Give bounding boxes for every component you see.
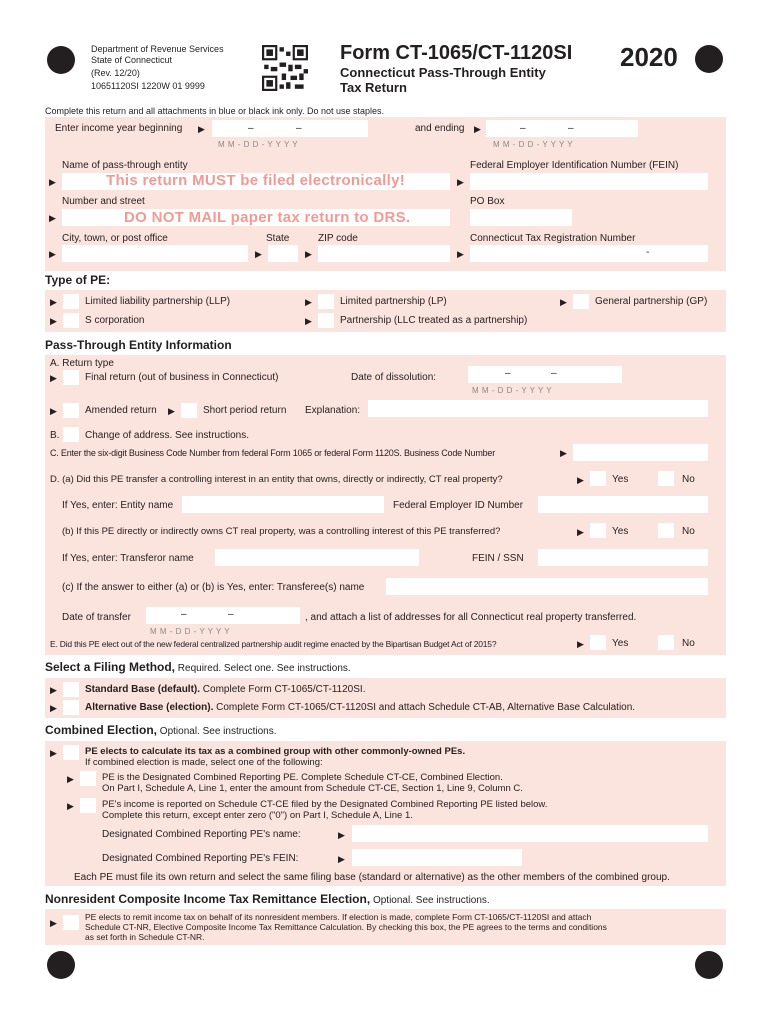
fein-ssn-label: FEIN / SSN: [472, 553, 524, 564]
scorp-label: S corporation: [85, 315, 145, 326]
and-ending-label: and ending: [415, 123, 465, 134]
no-label: No: [682, 638, 695, 649]
revision: (Rev. 12/20): [91, 68, 140, 78]
dash: –: [568, 123, 574, 134]
state-name: State of Connecticut: [91, 55, 173, 65]
arrow-icon: ▶: [560, 297, 567, 307]
combined-election-text: PE elects to calculate its tax as a combined group with other commonly-owned PEs.: [85, 746, 466, 757]
arrow-icon: ▶: [67, 801, 74, 811]
arrow-icon: ▶: [457, 249, 464, 259]
dash: -: [646, 247, 650, 258]
transferee-name-field[interactable]: [386, 578, 708, 595]
dash: –: [248, 123, 254, 134]
dash: –: [296, 123, 302, 134]
scorp-checkbox[interactable]: [63, 313, 79, 328]
arrow-icon: ▶: [577, 639, 584, 649]
arrow-icon: ▶: [338, 854, 345, 864]
no-mail-notice: DO NOT MAIL paper tax return to DRS.: [124, 209, 411, 226]
member-pe-text-2: Complete this return, except enter zero ("0") on Part I, Schedule A, Line 1.: [102, 810, 413, 821]
type-of-pe-heading: Type of PE:: [45, 273, 111, 287]
composite-text-2: Schedule CT-NR, Elective Composite Income Tax Remittance Calculation. By checking this box, the PE agrees to the terms and conditions: [85, 922, 607, 932]
composite-election-note: Optional. See instructions.: [370, 895, 490, 906]
date-hint: M M - D D - Y Y Y Y: [218, 140, 299, 149]
fein-label: Federal Employer Identification Number (FEIN): [470, 160, 679, 171]
composite-text-3: as set forth in Schedule CT-NR.: [85, 932, 205, 942]
dissolution-date-field[interactable]: [468, 366, 622, 383]
member-pe-text: PE's income is reported on Schedule CT-CE filed by the Designated Combined Reporting PE listed below.: [102, 799, 548, 810]
d-a-no-checkbox[interactable]: [658, 471, 674, 486]
arrow-icon: ▶: [50, 373, 57, 383]
dash: –: [520, 123, 526, 134]
lp-checkbox[interactable]: [318, 294, 334, 309]
standard-base-text: Complete Form CT-1065/CT-1120SI.: [200, 684, 366, 695]
filing-method-note: Required. Select one. See instructions.: [175, 663, 351, 674]
zip-field[interactable]: [318, 245, 450, 262]
final-return-label: Final return (out of business in Connecticut): [85, 372, 279, 383]
composite-election-heading: [45, 892, 490, 906]
combined-election-heading: [45, 723, 277, 737]
llc-checkbox[interactable]: [318, 313, 334, 328]
arrow-icon: ▶: [457, 177, 464, 187]
arrow-icon: ▶: [168, 406, 175, 416]
pe-info-heading: Pass-Through Entity Information: [45, 338, 232, 352]
d-b-yes-checkbox[interactable]: [590, 523, 606, 538]
fein-id-label: Federal Employer ID Number: [393, 500, 524, 511]
arrow-icon: ▶: [67, 774, 74, 784]
explanation-label: Explanation:: [305, 405, 361, 416]
dash: –: [181, 609, 187, 620]
transferor-label: If Yes, enter: Transferor name: [62, 553, 194, 564]
registration-mark: [47, 951, 75, 979]
d-b-no-checkbox[interactable]: [658, 523, 674, 538]
alternative-base-checkbox[interactable]: [63, 700, 79, 715]
dash: –: [228, 609, 234, 620]
designated-pe-checkbox[interactable]: [80, 771, 96, 786]
arrow-icon: ▶: [474, 124, 481, 134]
street-label: Number and street: [62, 196, 145, 207]
alternative-base-text: Complete Form CT-1065/CT-1120SI and attach Schedule CT-AB, Alternative Base Calculation.: [213, 702, 636, 713]
designated-fein-field[interactable]: [352, 849, 522, 866]
e-yes-checkbox[interactable]: [590, 635, 606, 650]
filing-method-heading: [45, 660, 351, 674]
attach-text: , and attach a list of addresses for all Connecticut real property transferred.: [305, 612, 637, 623]
d-a-question: D. (a) Did this PE transfer a controlling interest in an entity that owns, directly or indirectly, CT real property?: [50, 474, 503, 485]
composite-election-title: Nonresident Composite Income Tax Remittance Election,: [45, 892, 371, 906]
instructions-text: Complete this return and all attachments in blue or black ink only. Do not use staples.: [45, 106, 385, 116]
fein-field[interactable]: [470, 173, 708, 190]
arrow-icon: ▶: [560, 448, 567, 458]
no-label: No: [682, 474, 695, 485]
zip-label: ZIP code: [318, 233, 358, 244]
begin-date-field[interactable]: [212, 120, 368, 137]
e-no-checkbox[interactable]: [658, 635, 674, 650]
composite-election-checkbox[interactable]: [63, 915, 79, 930]
tax-year: 2020: [620, 42, 678, 72]
composite-text-1: PE elects to remit income tax on behalf of its nonresident members. If election is made, complete Form CT-1065/CT-1120SI and attach: [85, 912, 592, 922]
address-change-checkbox[interactable]: [63, 427, 79, 442]
explanation-field[interactable]: [368, 400, 708, 417]
date-hint: M M - D D - Y Y Y Y: [493, 140, 574, 149]
entity-name-label-d: If Yes, enter: Entity name: [62, 500, 174, 511]
arrow-icon: ▶: [305, 316, 312, 326]
no-label: No: [682, 526, 695, 537]
arrow-icon: ▶: [50, 297, 57, 307]
transferor-name-field[interactable]: [215, 549, 419, 566]
form-subtitle: Connecticut Pass-Through Entity: [340, 65, 546, 80]
amended-return-label: Amended return: [85, 405, 157, 416]
arrow-icon: ▶: [255, 249, 262, 259]
alternative-base-label: [85, 702, 635, 714]
gp-checkbox[interactable]: [573, 294, 589, 309]
state-label: State: [266, 233, 290, 244]
pobox-field[interactable]: [470, 209, 572, 226]
arrow-icon: ▶: [577, 475, 584, 485]
qr-code-icon: [262, 45, 308, 91]
income-year-label: Enter income year beginning: [55, 123, 183, 134]
form-subtitle-2: Tax Return: [340, 80, 407, 95]
combined-note: Each PE must file its own return and select the same filing base (standard or alternative) as the other members of the combined group.: [74, 872, 670, 883]
yes-label: Yes: [612, 474, 629, 485]
b-label: B.: [50, 430, 60, 441]
standard-base-checkbox[interactable]: [63, 682, 79, 697]
combined-election-title: Combined Election,: [45, 723, 158, 737]
arrow-icon: ▶: [49, 177, 56, 187]
form-title: Form CT-1065/CT-1120SI: [340, 42, 573, 64]
d-c-question: (c) If the answer to either (a) or (b) is Yes, enter: Transferee(s) name: [62, 582, 365, 593]
designated-fein-label: Designated Combined Reporting PE's FEIN:: [102, 853, 299, 864]
date-hint: M M - D D - Y Y Y Y: [472, 386, 553, 395]
gp-label: General partnership (GP): [595, 296, 708, 307]
arrow-icon: ▶: [49, 249, 56, 259]
ctreg-label: Connecticut Tax Registration Number: [470, 233, 636, 244]
llc-label: Partnership (LLC treated as a partnership): [340, 315, 528, 326]
efile-notice: This return MUST be filed electronically!: [106, 172, 406, 189]
registration-mark: [695, 951, 723, 979]
arrow-icon: ▶: [198, 124, 205, 134]
city-field[interactable]: [62, 245, 248, 262]
combined-election-checkbox[interactable]: [63, 745, 79, 760]
designated-name-field[interactable]: [352, 825, 708, 842]
dash: –: [551, 368, 557, 379]
business-code-field[interactable]: [573, 444, 708, 461]
d-b-question: (b) If this PE directly or indirectly owns CT real property, was a controlling interest of this PE transferred?: [62, 526, 501, 537]
short-period-label: Short period return: [203, 405, 287, 416]
address-change-label: Change of address. See instructions.: [85, 430, 249, 441]
designated-pe-text-2: On Part I, Schedule A, Line 1, enter the amount from Schedule CT-CE, Section 1, Line 9, Column C.: [102, 783, 523, 794]
pobox-label: PO Box: [470, 196, 505, 207]
date-hint: M M - D D - Y Y Y Y: [150, 627, 231, 636]
arrow-icon: ▶: [50, 316, 57, 326]
arrow-icon: ▶: [50, 685, 57, 695]
date-transfer-label: Date of transfer: [62, 612, 131, 623]
filing-method-title: Select a Filing Method,: [45, 660, 176, 674]
amended-return-checkbox[interactable]: [63, 403, 79, 418]
lp-label: Limited partnership (LP): [340, 296, 447, 307]
arrow-icon: ▶: [50, 918, 57, 928]
return-type-label: A. Return type: [50, 358, 114, 369]
registration-mark: [695, 45, 723, 73]
city-label: City, town, or post office: [62, 233, 168, 244]
d-a-yes-checkbox[interactable]: [590, 471, 606, 486]
standard-base-bold: Standard Base (default).: [85, 684, 201, 695]
form-code: 10651120SI 1220W 01 9999: [91, 81, 205, 91]
e-question: E. Did this PE elect out of the new federal centralized partnership audit regime enacted by the Bipartisan Budget Act of 2015?: [50, 639, 497, 649]
registration-mark: [47, 46, 75, 74]
alternative-base-bold: Alternative Base (election).: [85, 702, 214, 713]
designated-name-label: Designated Combined Reporting PE's name:: [102, 829, 301, 840]
dash: –: [505, 368, 511, 379]
llp-checkbox[interactable]: [63, 294, 79, 309]
designated-pe-text: PE is the Designated Combined Reporting PE. Complete Schedule CT-CE, Combined Election.: [102, 772, 503, 783]
arrow-icon: ▶: [338, 830, 345, 840]
arrow-icon: ▶: [305, 249, 312, 259]
d-fein-field[interactable]: [538, 496, 708, 513]
business-code-label: C. Enter the six-digit Business Code Number from federal Form 1065 or federal Form 1120S. Business Code Number: [50, 448, 496, 458]
arrow-icon: ▶: [50, 703, 57, 713]
end-date-field[interactable]: [486, 120, 638, 137]
entity-name-label: Name of pass-through entity: [62, 160, 188, 171]
arrow-icon: ▶: [50, 406, 57, 416]
arrow-icon: ▶: [49, 213, 56, 223]
short-period-checkbox[interactable]: [181, 403, 197, 418]
transfer-date-field[interactable]: [146, 607, 300, 624]
arrow-icon: ▶: [50, 748, 57, 758]
yes-label: Yes: [612, 526, 629, 537]
final-return-checkbox[interactable]: [63, 370, 79, 385]
combined-election-note: Optional. See instructions.: [157, 726, 277, 737]
state-field[interactable]: [268, 245, 298, 262]
dissolution-label: Date of dissolution:: [351, 372, 437, 383]
member-pe-checkbox[interactable]: [80, 798, 96, 813]
combined-election-subtext: If combined election is made, select one of the following:: [85, 757, 323, 768]
yes-label: Yes: [612, 638, 629, 649]
standard-base-label: [85, 684, 365, 696]
arrow-icon: ▶: [305, 297, 312, 307]
d-entity-name-field[interactable]: [182, 496, 384, 513]
llp-label: Limited liability partnership (LLP): [85, 296, 231, 307]
arrow-icon: ▶: [577, 527, 584, 537]
ct-registration-field[interactable]: [470, 245, 708, 262]
dept-name: Department of Revenue Services: [91, 44, 224, 54]
fein-ssn-field[interactable]: [538, 549, 708, 566]
